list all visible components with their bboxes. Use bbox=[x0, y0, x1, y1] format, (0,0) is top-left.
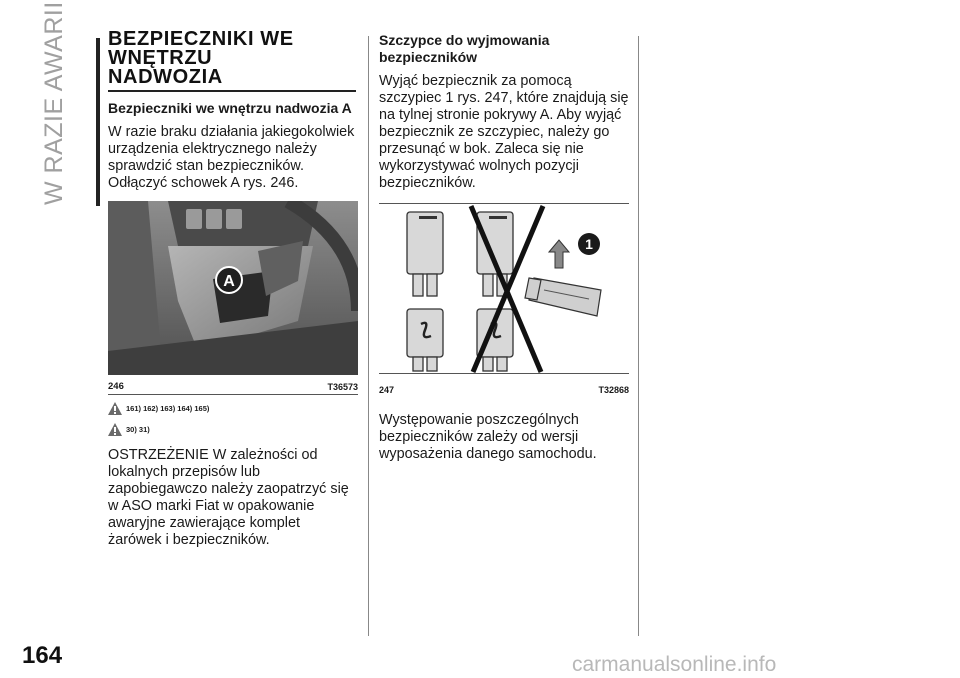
main-heading-line-2: WNĘTRZU bbox=[108, 47, 213, 69]
subheading-interior-fuses: Bezpieczniki we wnętrzu nadwozia A bbox=[108, 100, 352, 116]
figure-246 bbox=[108, 201, 358, 395]
warning-ref-text-1: 161) 162) 163) 164) 165) bbox=[126, 403, 210, 413]
paragraph-fuse-puller: Wyjąć bezpiecznik za pomocą szczypiec 1 rys. 247, które znajdują się na tylnej stronie pokrywy A. Aby wyjąć bezpiecznik ze szczypiec, należy go przesunąć w bok. Zaleca się nie wykorzystywać wolnych pozycji bezpieczników. bbox=[379, 73, 629, 191]
paragraph-availability: Występowanie poszczególnych bezpieczników zależy od wersji wyposażenia danego samochodu. bbox=[379, 412, 597, 462]
warning-ref-line-1 bbox=[108, 400, 356, 416]
figure-247-number: 247 bbox=[379, 385, 395, 395]
figure-247 bbox=[379, 203, 629, 373]
figure-247-callout: 1 bbox=[585, 236, 593, 252]
figure-246-caption bbox=[108, 375, 358, 395]
main-heading bbox=[108, 30, 356, 87]
dashboard-glovebox-illustration bbox=[108, 201, 358, 375]
column-divider-right bbox=[638, 36, 639, 636]
figure-246-code: T36573 bbox=[327, 382, 358, 392]
side-bar-marker bbox=[96, 38, 100, 206]
figure-246-callout: A bbox=[223, 273, 235, 290]
section-side-title: W RAZIE AWARII bbox=[40, 1, 68, 205]
right-column bbox=[379, 32, 629, 463]
warning-ref-text-2: 30) 31) bbox=[126, 424, 150, 434]
main-heading-line-1: BEZPIECZNIKI WE bbox=[108, 28, 294, 50]
figure-246-number: 246 bbox=[108, 381, 124, 392]
warning-paragraph: OSTRZEŻENIE W zależności od lokalnych przepisów lub zapobiegawczo należy zaopatrzyć się w ASO marki Fiat w opakowanie awaryjne zawierające komplet żarówek i bezpieczników. bbox=[108, 447, 349, 548]
figure-246-photo bbox=[108, 201, 358, 375]
figure-247-code: T32868 bbox=[598, 385, 629, 395]
column-divider-left bbox=[368, 36, 369, 636]
left-column bbox=[108, 30, 356, 549]
environment-warning-icon bbox=[108, 423, 122, 436]
main-heading-line-3: NADWOZIA bbox=[108, 66, 223, 88]
warning-ref-line-2 bbox=[108, 421, 356, 437]
fuse-puller-illustration bbox=[379, 204, 629, 374]
figure-247-caption bbox=[379, 373, 629, 395]
watermark-text: carmanualsonline.info bbox=[572, 653, 777, 676]
heading-rule bbox=[108, 90, 356, 92]
hand-warning-icon bbox=[108, 402, 122, 415]
paragraph-fuse-check: W razie braku działania jakiegokolwiek urządzenia elektrycznego należy sprawdzić stan bezpieczników. Odłączyć schowek A rys. 246. bbox=[108, 124, 355, 191]
page-number: 164 bbox=[22, 642, 63, 669]
subheading-fuse-puller: Szczypce do wyjmowania bezpieczników bbox=[379, 32, 550, 65]
